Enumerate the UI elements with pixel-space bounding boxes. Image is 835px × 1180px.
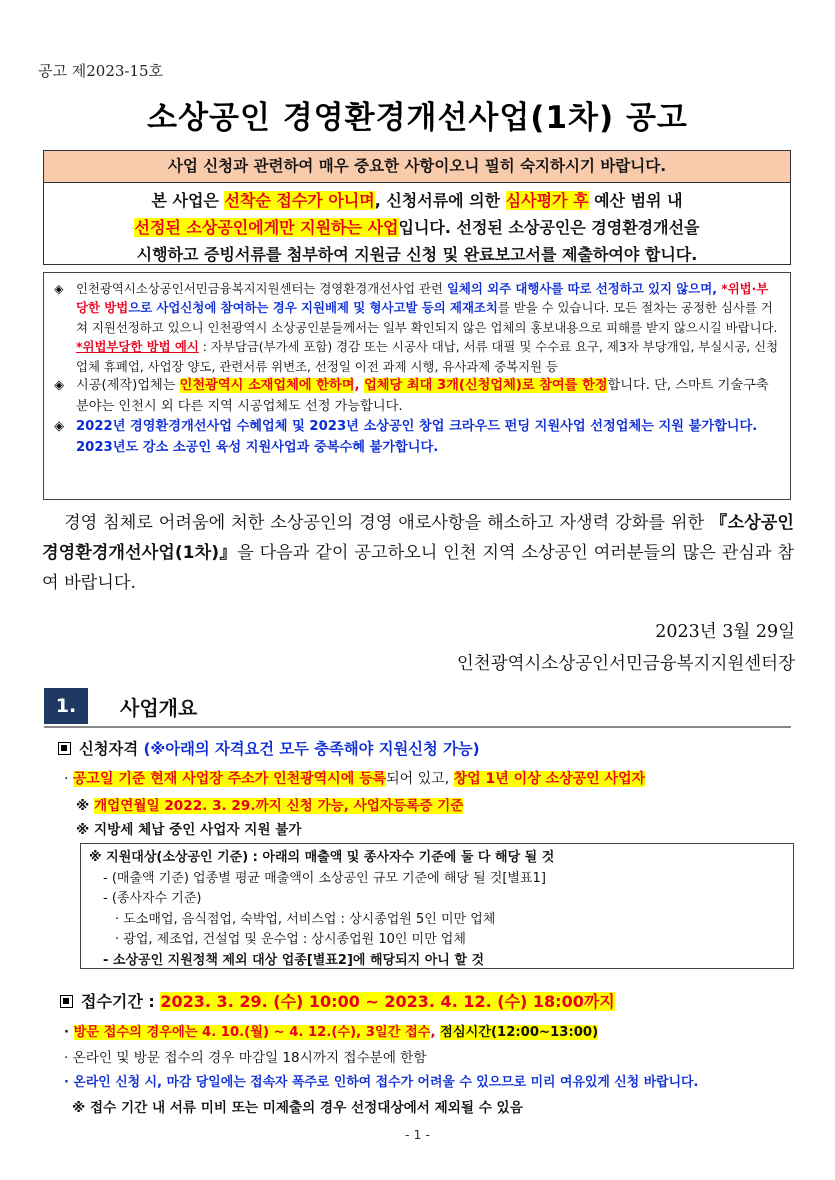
eligibility-line-1 [64,768,645,788]
section-number: 1. [44,688,88,724]
target-employee-10: · 광업, 제조업, 건설업 및 운수업 : 상시종업원 10인 미만 업체 [115,932,466,948]
page-title: 소상공인 경영환경개선사업(1차) 공고 [147,100,688,136]
text: 접수기간 : [81,992,161,1011]
intro-paragraph [42,508,794,598]
target-excluded: - 소상공인 지원정책 제외 대상 업종[별표2]에 해당되지 아니 할 것 [103,952,485,968]
eligibility-line-2 [76,794,463,814]
text: 신청자격 [79,740,139,758]
text: 본 사업은 [151,191,225,210]
notice-line-3: 시행하고 증빙서류를 첨부하여 지원금 신청 및 완료보고서를 제출하여야 합니다. [136,245,698,264]
reception-line-2: · 온라인 및 방문 접수의 경우 마감일 18시까지 접수분에 한함 [64,1050,427,1066]
diamond-bullet-icon: ◈ [54,419,65,435]
square-bullet-icon [58,742,71,755]
caution-item-duplicate [52,417,780,458]
highlight-text: 공고일 기준 현재 사업장 주소가 인천광역시에 등록 [72,771,387,787]
emphasis-text: 일체의 외주 대행사를 따로 선정하고 있지 않으며 [446,281,713,296]
program-name: 『소상공인 경영환경개선사업(1차)』 [42,513,794,563]
text: , [712,281,722,296]
square-bullet-icon [60,995,73,1008]
emphasis-text: *위법·부당한 방법 [76,281,769,316]
text: ※ [76,798,94,814]
highlight-text: 창업 1년 이상 소상공인 사업자 [453,771,646,787]
highlight-text: 인천광역시 소재업체에 한하며 [179,378,355,394]
text: 경영 침체로 어려움에 처한 소상공인의 경영 애로사항을 해소하고 자생력 강화를 위한 [64,513,710,533]
notice-date: 2023년 3월 29일 [655,622,795,642]
text: , 신청서류에 의한 [374,191,506,210]
text: 합니다. 단, 스마트 기술구축 분야는 인천시 외 다른 지역 시공업체도 선정 가능합니다. [76,378,769,414]
eligibility-heading [58,737,480,759]
target-employee-5: · 도소매업, 음식점업, 숙박업, 서비스업 : 상시종업원 5인 미만 업체 [115,911,496,927]
text: 를 받을 수 있습니다. 모든 절차는 공정한 심사를 거쳐 지원선정하고 있으니 인천광역시 소상공인분들께서는 일부 확인되지 않은 업체의 홍보내용으로 피해를 받지 않으시길 바랍니다. [76,300,778,335]
target-employee: - (종사자수 기준) [103,891,202,907]
eligibility-line-3: ※ 지방세 체납 중인 사업자 지원 불가 [76,822,302,838]
reception-heading [60,989,615,1012]
illegal-example-label: *위법부당한 방법 예시 [76,339,199,355]
reception-period: 2023. 3. 29. (수) 10:00 ~ 2023. 4. 12. (수) 18:00까지 [160,992,615,1011]
text: 되어 있고, [386,771,454,787]
important-notice-body [44,183,790,268]
text: 인천광역시소상공인서민금융복지지원센터는 경영환경개선사업 관련 [76,281,447,296]
diamond-bullet-icon: ◈ [54,281,64,296]
caution-item-contractor [52,376,780,417]
notice-line-2 [50,214,784,241]
highlight-text: 개업연월일 2022. 3. 29.까지 신청 가능, 사업자등록증 기준 [93,798,464,814]
text: 예산 범위 내 [588,191,683,210]
text: : 자부담금(부가세 포함) 경감 또는 시공사 대납, 서류 대필 및 수수료 요구, 제3자 부당개입, 부실시공, 신청업체 휴폐업, 사업장 양도, 관련서류 위변조, 선정일 이전 과제 시행, 유사과제 중복지원 등 [76,339,779,374]
caution-item-outsourcing [52,279,780,376]
caution-info-box [43,272,791,500]
text: , [430,1025,441,1040]
notice-line-1 [50,187,784,214]
text: 시공(제작)업체는 [76,378,180,394]
diamond-bullet-icon: ◈ [54,378,65,394]
highlight-text: 방문 접수의 경우에는 4. 10.(월) ~ 4. 12.(수), 3일간 접수 [73,1025,431,1040]
target-revenue: - (매출액 기준) 업종별 평균 매출액이 소상공인 규모 기준에 해당 될 것[별표1] [103,870,546,886]
highlight-text: 점심시간(12:00~13:00) [440,1025,599,1040]
dot: · [64,771,69,787]
reception-line-4: ※ 접수 기간 내 서류 미비 또는 미제출의 경우 선정대상에서 제외될 수 있음 [72,1100,523,1116]
emphasis-text: 2022년 경영환경개선사업 수혜업체 및 2023년 소상공인 창업 크라우드 펀딩 지원사업 선정업체는 지원 불가합니다. 2023년도 강소 소공인 육성 지원사업과 중복수혜 불가합니다. [76,419,758,455]
text: 을 다음과 같이 공고하오니 인천 지역 소상공인 여러분들의 많은 관심과 참여 바랍니다. [42,543,794,593]
reception-line-1 [64,1021,598,1040]
section-title: 사업개요 [120,696,198,720]
section-divider [44,726,791,728]
notice-number: 공고 제2023-15호 [38,62,164,80]
highlight-text: 선정된 소상공인에게만 지원하는 사업 [134,218,399,237]
highlight-text: 선착순 접수가 아니며 [224,191,375,210]
eligibility-note: (※아래의 자격요건 모두 충족해야 지원신청 가능) [143,740,480,758]
important-notice-box [43,150,791,265]
target-criteria-box [80,843,794,969]
reception-line-3: · 온라인 신청 시, 마감 당일에는 접속자 폭주로 인하여 접수가 어려울 수 있으므로 미리 여유있게 신청 바랍니다. [64,1075,699,1090]
text: , [354,378,365,394]
text: 입니다. 선정된 소상공인은 경영환경개선을 [398,218,700,237]
dot: · [64,1025,70,1040]
target-heading: ※ 지원대상(소상공인 기준) : 아래의 매출액 및 종사자수 기준에 둘 다 해당 될 것 [89,850,555,865]
emphasis-text: 으로 사업신청에 참여하는 경우 지원배제 및 형사고발 등의 제재조치 [128,300,498,316]
page-number: - 1 - [405,1127,430,1142]
highlight-text: 심사평가 후 [505,191,589,210]
highlight-text: 업체당 최대 3개(신청업체)로 참여를 한정 [364,378,608,394]
issuer-name: 인천광역시소상공인서민금융복지지원센터장 [456,654,795,674]
important-notice-header: 사업 신청과 관련하여 매우 중요한 사항이오니 필히 숙지하시기 바랍니다. [44,151,790,183]
